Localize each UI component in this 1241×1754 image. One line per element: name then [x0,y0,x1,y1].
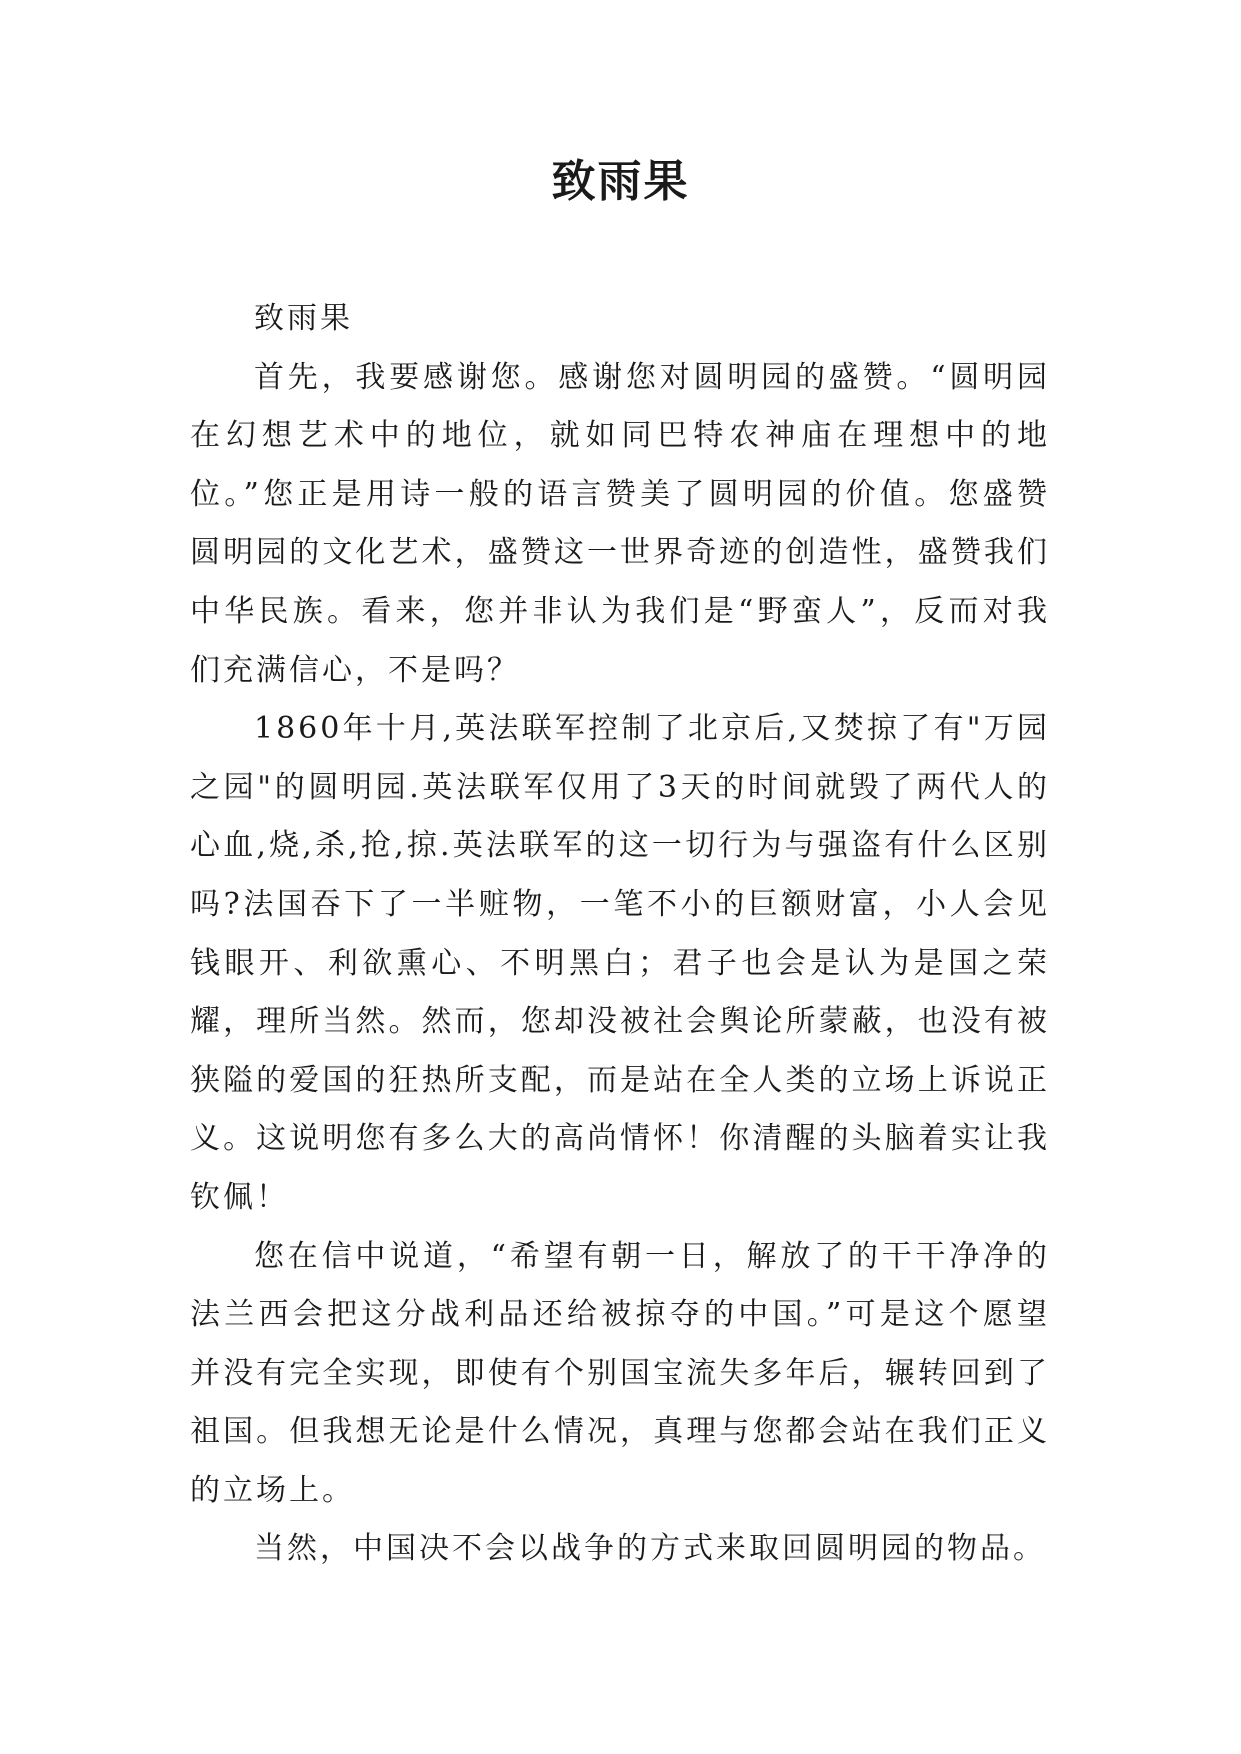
body-paragraph-4: 当然，中国决不会以战争的方式来取回圆明园的物品。 [254,1531,1046,1567]
body-paragraph-3: 您在信中说道，“希望有朝一日，解放了的干干净净的法兰西会把这分战利品还给被掠夺的中国。”可是这个愿望并没有完全实现，即使有个别国宝流失多年后，辗转回到了祖国。但我想无论是什么情况，真理与您都会站在我们正义的立场上。 [190,1238,1050,1508]
body-paragraph-1: 首先，我要感谢您。感谢您对圆明园的盛赞。“圆明园在幻想艺术中的地位，就如同巴特农神庙在理想中的地位。”您正是用诗一般的语言赞美了圆明园的价值。您盛赞圆明园的文化艺术，盛赞这一世界奇迹的创造性，盛赞我们中华民族。看来，您并非认为我们是“野蛮人”，反而对我们充满信心，不是吗？ [190,359,1050,688]
salutation-paragraph: 致雨果 [254,301,353,336]
document-title: 致雨果 [551,156,690,207]
document-body [190,290,1050,1579]
body-paragraph-2: 1860年十月,英法联军控制了北京后,又焚掠了有"万园之园"的圆明园.英法联军仅用了3天的时间就毁了两代人的心血,烧,杀,抢,掠.英法联军的这一切行为与强盗有什么区别吗?法国吞下了一半赃物，一笔不小的巨额财富，小人会见钱眼开、利欲熏心、不明黑白；君子也会是认为是国之荣耀，理所当然。然而，您却没被社会舆论所蒙蔽，也没有被狭隘的爱国的狂热所支配，而是站在全人类的立场上诉说正义。这说明您有多么大的高尚情怀！你清醒的头脑着实让我钦佩！ [190,711,1050,1215]
